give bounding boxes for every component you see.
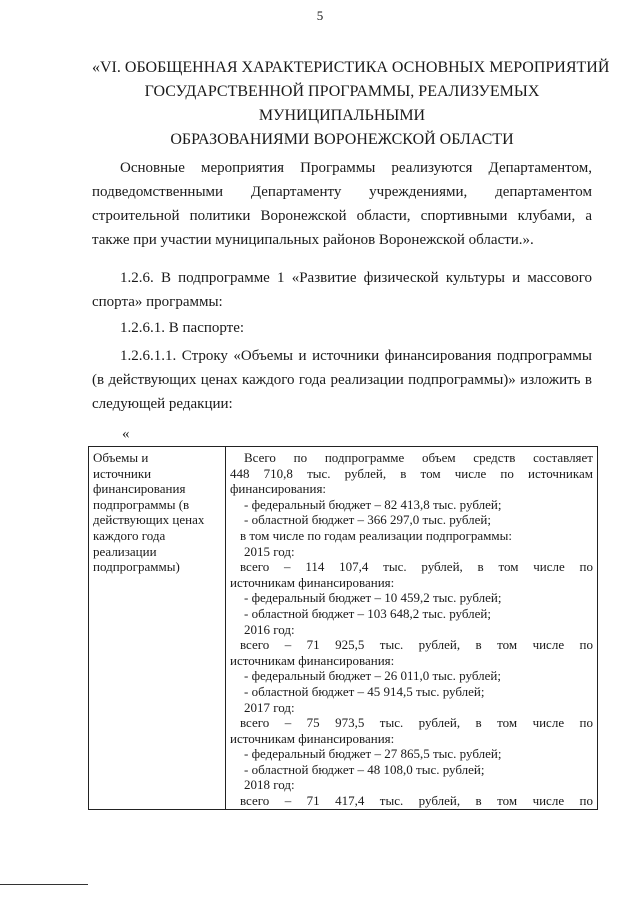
- paragraph-main-activities: Основные мероприятия Программы реализуются Департаментом, подведомственными Департаменту учреждениями, департаментом строительной политики Воронежской области, спортивными клубами, а также при участии муниципальных районов Воронежской области.».: [92, 160, 592, 248]
- value-line: всего – 71 417,4 тыс. рублей, в том числе по: [240, 793, 593, 809]
- title-line: МУНИЦИПАЛЬНЫМИ: [258, 107, 426, 124]
- value-line: источникам финансирования:: [230, 652, 395, 668]
- value-line: всего – 71 925,5 тыс. рублей, в том числе по: [240, 637, 593, 653]
- page-number: 5: [316, 8, 324, 23]
- value-line: финансирования:: [230, 481, 327, 497]
- value-line: 2015 год:: [244, 543, 295, 559]
- row-label-cell: [89, 447, 226, 810]
- financing-table: [88, 446, 598, 810]
- label-line: каждого года: [93, 527, 166, 543]
- label-line: действующих ценах: [93, 512, 205, 528]
- label-line: финансирования: [93, 481, 186, 497]
- opening-quote: «: [122, 426, 130, 442]
- value-line: - федеральный бюджет – 10 459,2 тыс. рублей;: [244, 590, 502, 606]
- value-line: - федеральный бюджет – 82 413,8 тыс. рублей;: [244, 496, 502, 512]
- label-line: подпрограммы (в: [93, 496, 190, 512]
- label-line: Объемы и: [93, 450, 149, 465]
- footnote-divider: [0, 884, 88, 885]
- value-line: источникам финансирования:: [230, 730, 395, 746]
- value-line: Всего по подпрограмме объем средств составляет: [244, 450, 593, 465]
- title-line: ОБРАЗОВАНИЯМИ ВОРОНЕЖСКОЙ ОБЛАСТИ: [170, 131, 514, 148]
- value-line: всего – 75 973,5 тыс. рублей, в том числе по: [240, 715, 593, 731]
- value-line: источникам финансирования:: [230, 574, 395, 590]
- value-line: - областной бюджет – 103 648,2 тыс. рублей;: [244, 605, 491, 621]
- table-row: [89, 447, 598, 810]
- value-line: 2016 год:: [244, 621, 295, 637]
- row-value-cell: [226, 447, 598, 810]
- section-title: [92, 56, 610, 152]
- value-line: - областной бюджет – 45 914,5 тыс. рублей;: [244, 683, 485, 699]
- value-line: - областной бюджет – 366 297,0 тыс. рублей;: [244, 512, 491, 528]
- title-line: ГОСУДАРСТВЕННОЙ ПРОГРАММЫ, РЕАЛИЗУЕМЫХ: [144, 83, 540, 100]
- label-line: источники: [93, 465, 152, 481]
- value-line: 2017 год:: [244, 699, 295, 715]
- value-line: в том числе по годам реализации подпрограммы:: [240, 527, 512, 543]
- label-line: реализации: [93, 543, 157, 559]
- paragraph-passport: 1.2.6.1. В паспорте:: [120, 320, 245, 336]
- value-line: 448 710,8 тыс. рублей, в том числе по источникам: [230, 465, 593, 481]
- value-line: 2018 год:: [244, 777, 295, 793]
- paragraph-financing-row: 1.2.6.1.1. Строку «Объемы и источники финансирования подпрограммы (в действующих ценах каждого года реализации подпрограммы)» изложить в следующей редакции:: [92, 348, 592, 412]
- value-line: - федеральный бюджет – 26 011,0 тыс. рублей;: [244, 668, 501, 684]
- value-line: - федеральный бюджет – 27 865,5 тыс. рублей;: [244, 746, 502, 762]
- title-line: «VI. ОБОБЩЕННАЯ ХАРАКТЕРИСТИКА ОСНОВНЫХ МЕРОПРИЯТИЙ: [92, 59, 610, 76]
- value-line: всего – 114 107,4 тыс. рублей, в том числе по: [240, 559, 593, 575]
- value-line: - областной бюджет – 48 108,0 тыс. рублей;: [244, 761, 485, 777]
- label-line: подпрограммы): [93, 559, 180, 575]
- paragraph-subprogram-1: 1.2.6. В подпрограмме 1 «Развитие физической культуры и массового спорта» программы:: [92, 270, 592, 310]
